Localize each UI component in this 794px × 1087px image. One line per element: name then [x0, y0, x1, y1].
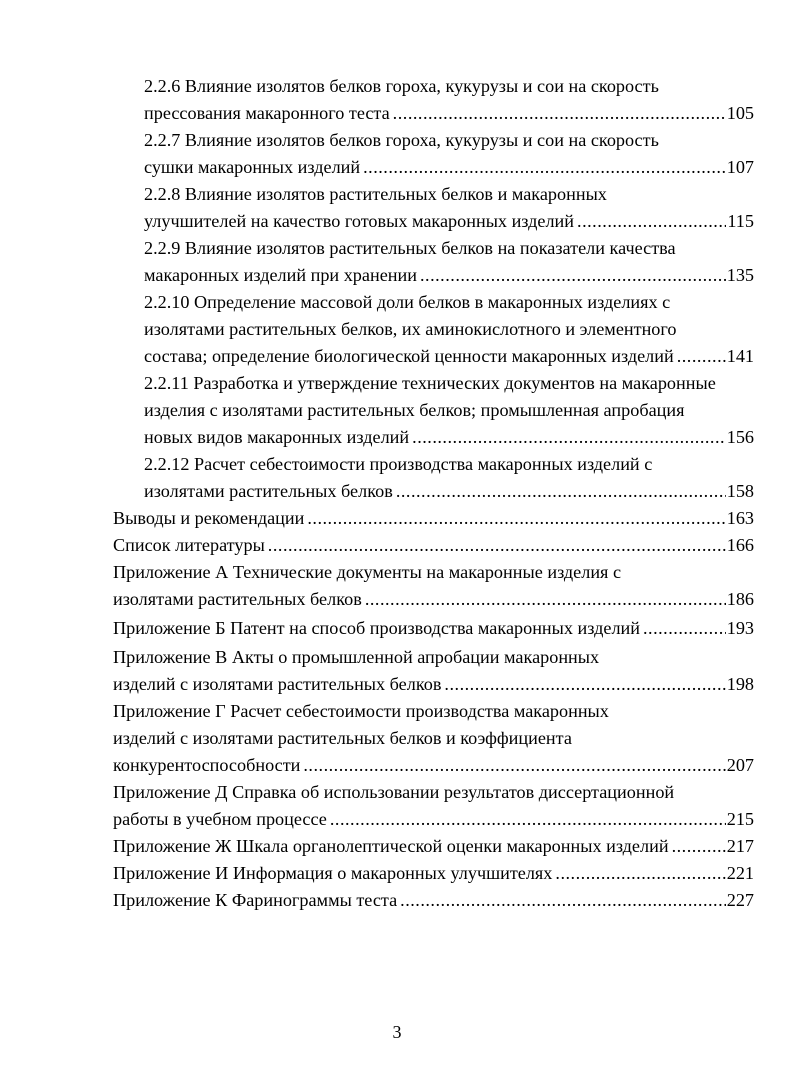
toc-entry-2-2-9-line-2 — [144, 262, 754, 289]
toc-entry-appendix-i — [113, 860, 754, 887]
toc-entry-2-2-9-line-1 — [144, 235, 754, 262]
toc-entry-text: новых видов макаронных изделий — [144, 427, 410, 447]
dot-leader — [363, 154, 726, 181]
toc-entry-text: конкурентоспособности — [113, 755, 301, 775]
toc-entry-text: 2.2.9 Влияние изолятов растительных белков на показатели качества — [144, 238, 676, 258]
toc-entry-text: 2.2.8 Влияние изолятов растительных белков и макаронных — [144, 184, 607, 204]
dot-leader — [643, 615, 726, 642]
toc-entry-text: изделия с изолятами растительных белков; промышленная апробация — [144, 400, 685, 420]
toc-entry-2-2-10-line-1 — [144, 289, 754, 316]
toc-entry-appendix-g-line-2 — [113, 725, 754, 752]
toc-entry-appendix-b — [113, 615, 754, 642]
dot-leader — [400, 887, 726, 914]
dot-leader — [396, 478, 726, 505]
toc-entry-appendix-g-line-1 — [113, 698, 754, 725]
toc-page-number: 186 — [726, 589, 754, 609]
toc-entry-text: сушки макаронных изделий — [144, 157, 361, 177]
toc-entry-appendix-d-line-1 — [113, 779, 754, 806]
toc-entry-appendix-a-line-2 — [113, 586, 754, 613]
toc-page-number: 193 — [726, 618, 754, 638]
toc-page-number: 105 — [726, 103, 754, 123]
toc-entry-text: изолятами растительных белков — [113, 589, 362, 609]
toc-entry-text: макаронных изделий при хранении — [144, 265, 417, 285]
toc-entry-text: изделий с изолятами растительных белков — [113, 674, 442, 694]
dot-leader — [268, 532, 726, 559]
toc-entry-text: работы в учебном процессе — [113, 809, 327, 829]
dot-leader — [420, 262, 726, 289]
toc-entry-conclusions — [113, 505, 754, 532]
toc-entry-2-2-8-line-1 — [144, 181, 754, 208]
dot-leader — [577, 208, 726, 235]
toc-entry-2-2-10-line-2 — [144, 316, 754, 343]
toc-page-number: 141 — [726, 346, 754, 366]
toc-entry-text: Приложение В Акты о промышленной апробации макаронных — [113, 647, 600, 667]
toc-entry-appendix-v-line-2 — [113, 671, 754, 698]
toc-entry-text: Приложение Д Справка об использовании результатов диссертационной — [113, 782, 675, 802]
dot-leader — [330, 806, 726, 833]
dot-leader — [303, 752, 725, 779]
toc-entry-2-2-10-line-3 — [144, 343, 754, 370]
toc-entry-text: Приложение Б Патент на способ производства макаронных изделий — [113, 618, 640, 638]
toc-entry-text: прессования макаронного теста — [144, 103, 390, 123]
toc-entry-text: Список литературы — [113, 535, 265, 555]
toc-entry-2-2-7-line-2 — [144, 154, 754, 181]
toc-entry-text: 2.2.10 Определение массовой доли белков в макаронных изделиях с — [144, 292, 671, 312]
toc-entry-2-2-12-line-2 — [144, 478, 754, 505]
toc-entry-text: Приложение А Технические документы на макаронные изделия с — [113, 562, 622, 582]
toc-entry-text: Приложение Г Расчет себестоимости производства макаронных — [113, 701, 609, 721]
toc-entry-text: 2.2.6 Влияние изолятов белков гороха, кукурузы и сои на скорость — [144, 76, 659, 96]
toc-entry-2-2-11-line-2 — [144, 397, 754, 424]
toc-page-number: 215 — [726, 809, 754, 829]
toc-entry-2-2-12-line-1 — [144, 451, 754, 478]
toc-entry-text: 2.2.7 Влияние изолятов белков гороха, кукурузы и сои на скорость — [144, 130, 659, 150]
toc-entry-2-2-11-line-3 — [144, 424, 754, 451]
dot-leader — [412, 424, 726, 451]
toc-page-number: 198 — [726, 674, 754, 694]
toc-entry-2-2-8-line-2 — [144, 208, 754, 235]
toc-page-number: 227 — [726, 890, 754, 910]
toc-page-number: 207 — [726, 755, 754, 775]
dot-leader — [307, 505, 725, 532]
toc-entry-appendix-k — [113, 887, 754, 914]
toc-entry-appendix-zh — [113, 833, 754, 860]
toc-page-number: 107 — [726, 157, 754, 177]
toc-entry-text: Приложение И Информация о макаронных улучшителях — [113, 863, 553, 883]
toc-page-number: 221 — [726, 863, 754, 883]
dot-leader — [393, 100, 726, 127]
toc-entry-text: 2.2.12 Расчет себестоимости производства макаронных изделий с — [144, 454, 653, 474]
toc-entry-text: изделий с изолятами растительных белков и коэффициента — [113, 728, 572, 748]
toc-entry-appendix-v-line-1 — [113, 644, 754, 671]
toc-page-number: 217 — [726, 836, 754, 856]
dot-leader — [365, 586, 726, 613]
dot-leader — [677, 343, 726, 370]
toc-entry-2-2-11-line-1 — [144, 370, 754, 397]
toc-entry-appendix-d-line-2 — [113, 806, 754, 833]
dot-leader — [555, 860, 725, 887]
toc-page-number: 158 — [726, 481, 754, 501]
toc-entry-text: улучшителей на качество готовых макаронных изделий — [144, 211, 575, 231]
toc-entry-text: изолятами растительных белков, их аминокислотного и элементного — [144, 319, 677, 339]
toc-page-number: 163 — [726, 508, 754, 528]
toc-entry-references — [113, 532, 754, 559]
toc-entry-text: изолятами растительных белков — [144, 481, 393, 501]
toc-page-number: 115 — [727, 211, 754, 231]
toc-page-number: 135 — [726, 265, 754, 285]
toc-entry-appendix-a-line-1 — [113, 559, 754, 586]
dot-leader — [672, 833, 726, 860]
dot-leader — [444, 671, 725, 698]
toc-entry-appendix-g-line-3 — [113, 752, 754, 779]
toc-entry-2-2-6-line-2 — [144, 100, 754, 127]
toc-entry-text: Приложение Ж Шкала органолептической оценки макаронных изделий — [113, 836, 669, 856]
toc-entry-text: Выводы и рекомендации — [113, 508, 305, 528]
toc-entry-2-2-7-line-1 — [144, 127, 754, 154]
toc-page-number: 156 — [726, 427, 754, 447]
page-number: 3 — [392, 1022, 402, 1042]
toc-entry-2-2-6-line-1 — [144, 73, 754, 100]
toc-entry-text: Приложение К Фаринограммы теста — [113, 890, 398, 910]
toc-entry-text: состава; определение биологической ценности макаронных изделий — [144, 346, 674, 366]
toc-entry-text: 2.2.11 Разработка и утверждение технических документов на макаронные — [144, 373, 716, 393]
toc-page-number: 166 — [726, 535, 754, 555]
